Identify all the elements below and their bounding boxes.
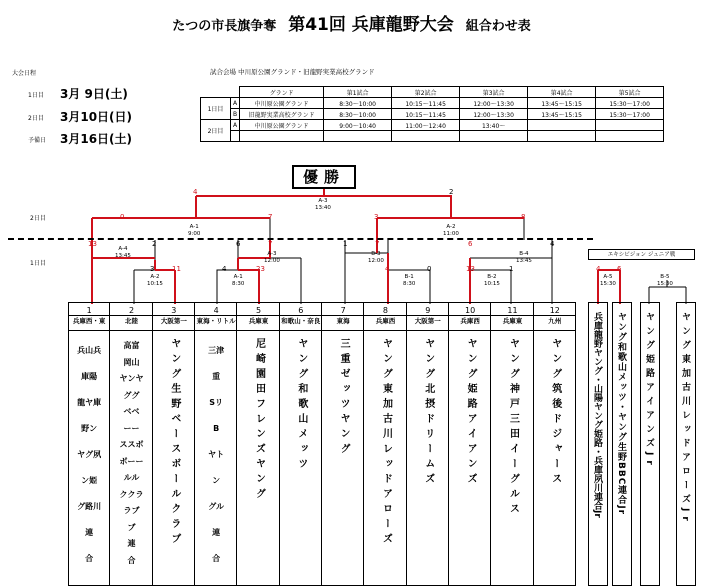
team-name-line: ククラ [119,489,144,499]
team-name-line: B [213,424,220,433]
team-name-line: ヤンヤ [119,374,144,383]
team-name-line: ススボ [119,440,144,449]
team-name: ヤング東加古川レッドアローズ [380,338,392,548]
team-area: 兵庫西 [460,317,480,325]
team-name-line: 連 [212,528,221,537]
team-name-line: ボーー [119,456,144,466]
team-name-line: 合 [85,554,94,563]
match-label [443,224,459,238]
team-name-line: ベベ [123,407,140,416]
team-name: ヤング筑後ドジャース [549,338,561,488]
team-name-line: ルル [123,473,140,482]
match-time: 15:30 [600,281,616,287]
score: 7 [268,240,273,248]
team-number: 4 [213,306,219,315]
team-number: 9 [425,306,431,315]
table-cell: 15:30～17:00 [596,98,664,109]
match-id: B-4 [519,251,529,257]
team-number: 8 [382,306,389,315]
exhibition-team-name: ヤング和歌山メッツ・ヤング生野BBC連合Jr [616,312,626,516]
match-label [232,274,244,288]
table-cell: 中川原公園グランド [240,98,324,109]
team-name [68,338,110,572]
match-time: 13:45 [115,253,131,259]
match-label [657,274,673,288]
table-cell: 8:30～10:00 [324,98,392,109]
table-cell: B [231,109,240,120]
schedule-day: 1日目 [28,92,44,99]
match-label [188,224,200,238]
title-prefix: たつの市長旗争奪 [172,19,277,34]
match-label [315,198,331,212]
score: 7 [375,240,380,248]
score: 8 [521,213,526,221]
match-id: B-3 [371,251,381,257]
match-time: 12:00 [368,258,384,264]
score: 1 [343,240,348,248]
table-cell: 9:00～10:40 [324,120,392,131]
match-time: 9:00 [188,231,201,237]
team-number: 7 [340,306,346,315]
team-name-line: ヤト [208,450,225,459]
schedule-day: 予備日 [28,137,47,144]
table-cell: 12:00～13:30 [460,98,528,109]
table-cell: 13:40～ [460,120,528,131]
exhibition-header: エキシビジョン ジュニア戦 [588,249,695,260]
team-name-line: 龍ヤ庫 [77,398,102,407]
table-cell: 8:30～10:00 [324,109,392,120]
exhibition-team-box [640,302,660,586]
team-area: 北陸 [124,317,138,325]
exhibition-team-name: ヤング東加古川レッドアローズJr [680,312,690,526]
match-id: A-1 [233,274,243,280]
team-name-line: ラブ [123,506,140,515]
score: 4 [550,240,555,248]
table-cell: 1日目 [201,98,231,120]
title-suffix: 組合わせ表 [465,19,531,34]
match-id: B-2 [487,274,497,280]
exhibition-team-box [588,302,608,586]
team-name-line: 合 [127,555,136,565]
table-header: 第2試合 [392,87,460,98]
exhibition-team-name: ヤング姫路アイアンズJr [644,312,654,470]
score: 2 [449,188,454,196]
match-label [264,251,280,265]
schedule-day: 2日目 [28,115,44,122]
table-cell: A [231,120,240,131]
match-label [115,246,131,260]
team-name-line: ブ [127,522,136,532]
team-name: ヤング姫路アイアンズ [465,338,477,488]
match-time: 13:40 [315,205,331,211]
exhibition-team-name: 兵庫龍野ヤング・山陽ヤング姫路・兵庫夙川連合Jr [592,312,602,518]
team-number: 5 [255,306,262,315]
match-id: A-4 [118,246,128,252]
team-name-line: 庫陽 [81,372,98,381]
score: 3 [374,213,379,221]
table-cell: A [231,98,240,109]
team-name [110,338,152,569]
score: 23 [256,265,265,273]
table-cell: 10:15～11:45 [392,109,460,120]
match-time: 10:15 [484,281,500,287]
table-header: 第3試合 [460,87,528,98]
match-time: 13:45 [516,258,532,264]
schedule-label: 大会日程 [12,70,37,77]
match-label [403,274,415,288]
team-number: 6 [298,306,304,315]
day2-label: 2日目 [30,215,46,222]
table-cell: 旧龍野実業高校グランド [240,109,324,120]
team-name: ヤング生野ベースボールクラブ [168,338,180,548]
table-header: 第4試合 [528,87,596,98]
team-name: 三重ゼッツヤング [338,338,350,458]
team-name-line: ググ [123,390,140,400]
team-area: 大阪第一 [414,317,441,325]
match-id: A-2 [150,274,160,280]
team-area: 和歌山・奈良 [281,317,321,325]
match-time: 10:15 [147,281,163,287]
team-name-line: グ路川 [77,502,102,511]
team-name-line: 合 [212,554,221,563]
match-id: A-3 [267,251,277,257]
table-cell: 13:45～15:15 [528,109,596,120]
team-name-line: 三津 [208,346,225,355]
score: 0 [427,265,432,273]
team-number: 10 [465,306,476,315]
score: 2 [152,240,157,248]
team-name: ヤング和歌山メッツ [295,338,307,473]
schedule-date: 3月10日(日) [60,110,133,124]
team-name-line: 高富 [123,341,140,350]
team-name-line: ーー [123,423,140,433]
score: 0 [120,213,125,221]
match-time: 12:00 [264,258,280,264]
table-header: 第5試合 [596,87,664,98]
table-cell: 11:00～12:40 [392,120,460,131]
team-number: 12 [549,306,560,315]
table-header: グランド [240,87,324,98]
team-name-line: Sリ [209,398,224,407]
score: 6 [617,265,622,273]
team-name-line: 連 [85,528,94,537]
table-cell: 13:45～15:15 [528,98,596,109]
team-name-line: ン姫 [81,476,98,485]
team-number: 11 [507,306,518,315]
exhibition-team-box [612,302,632,586]
table-cell: 中川原公園グランド [240,120,324,131]
score: 6 [468,240,473,248]
score: 13 [466,265,475,273]
match-label [600,274,616,288]
match-id: A-3 [318,198,328,204]
title-main: 第41回 兵庫龍野大会 [288,15,454,35]
match-label [147,274,163,288]
champion-box: 優勝 [292,165,356,189]
match-id: A-5 [603,274,613,280]
team-number: 3 [171,306,177,315]
score: 4 [222,265,227,273]
match-id: B-1 [404,274,414,280]
team-name-line: 野ン [81,424,98,433]
match-label [368,251,384,265]
table-cell: 2日目 [201,120,231,142]
score: 4 [385,265,390,273]
match-time: 8:30 [403,281,416,287]
score: 11 [172,265,181,273]
team-number: 2 [128,306,135,315]
day1-label: 1日目 [30,260,46,267]
team-area: 大阪第一 [160,317,187,325]
match-id: A-1 [189,224,199,230]
table-cell: 15:30～17:00 [596,109,664,120]
team-number: 1 [86,306,92,315]
team-name-line: ヤグ夙 [77,450,102,459]
team-name-line: 連 [127,539,136,548]
team-name-line: ン [212,476,221,485]
match-time: 15:30 [657,281,673,287]
table-cell: 12:00～13:30 [460,109,528,120]
score: 3 [150,265,155,273]
score: 6 [236,240,241,248]
team-name-line: グル [208,502,225,511]
schedule-date: 3月 9日(土) [60,87,128,101]
team-name [195,338,237,572]
score: 4 [596,265,601,273]
team-area: 東海 [336,317,350,325]
score: 7 [268,213,273,221]
team-area: 東海・リトル [196,317,236,325]
team-name-line: 岡山 [123,357,140,367]
match-id: A-2 [446,224,456,230]
team-area: 兵庫西 [375,317,396,325]
team-name-line: 兵山兵 [77,346,102,355]
team-area: 兵庫東 [248,317,269,325]
match-time: 11:00 [443,231,459,237]
team-name-line: 重 [212,372,221,381]
team-name: 尼崎園田フレンズヤング [253,338,265,503]
venue-text: 試合会場 中川原公園グランド・旧龍野実業高校グランド [210,68,375,76]
schedule-date: 3月16日(土) [60,132,133,146]
score: 13 [88,240,97,248]
team-area: 九州 [548,317,562,325]
table-header: 第1試合 [324,87,392,98]
exhibition-team-box [676,302,696,586]
match-time: 8:30 [232,281,245,287]
match-label [516,251,532,265]
match-id: B-5 [660,274,670,280]
score: 1 [509,265,514,273]
team-area: 兵庫東 [502,317,523,325]
team-name: ヤング神戸三田イーグルス [507,338,519,518]
match-label [484,274,500,288]
table-cell: 10:15～11:45 [392,98,460,109]
score: 4 [193,188,198,196]
team-name: ヤング北摂ドリームズ [422,338,434,488]
team-area: 兵庫西・東 [72,317,106,325]
